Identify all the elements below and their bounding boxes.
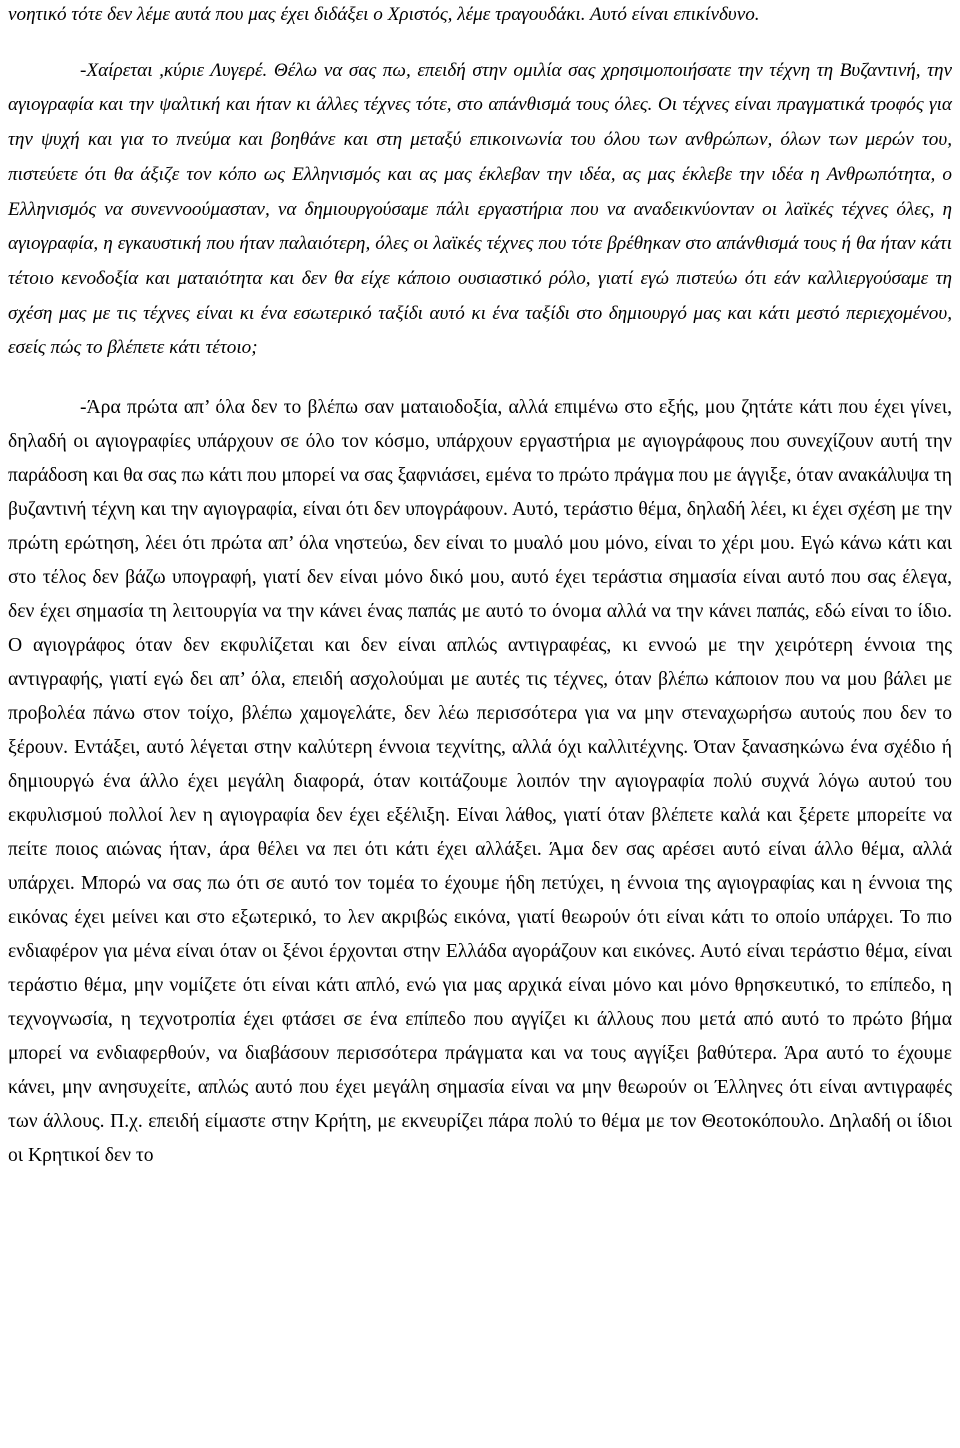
paragraph-3-answer: -Άρα πρώτα απ’ όλα δεν το βλέπω σαν ματαιοδοξία, αλλά επιμένω στο εξής, μου ζητάτε κάτι που έχει γίνει, δηλαδή οι αγιογραφίες υπάρχουν σε όλο τον κόσμο, υπάρχουν εργαστήρια με αγιογράφους που συνεχίζουν αυτή την παράδοση και θα σας πω κάτι που μπορεί να σας ξαφνιάσει, εμένα το πρώτο πράγμα που με άγγιξε, όταν ανακάλυψα τη βυζαντινή τέχνη και την αγιογραφία, είναι ότι δεν υπογράφουν. Αυτό, τεράστιο θέμα, δηλαδή λέει, κι έχει σχέση με την πρώτη ερώτηση, λέει ότι πρώτα απ’ όλα νηστεύω, δεν είναι το μυαλό μου μόνο, είναι το χέρι μου. Εγώ κάνω κάτι και στο τέλος δεν βάζω υπογραφή, γιατί δεν είναι μόνο δικό μου, αυτό έχει τεράστια σημασία είναι αυτό που σας έλεγα, δεν έχει σημασία τη λειτουργία να την κάνει ένας παπάς με αυτό το όνομα αλλά να την κάνει παπάς, εδώ είναι το ίδιο. Ο αγιογράφος όταν δεν εκφυλίζεται και δεν είναι απλώς αντιγραφέας, κι εννοώ με την χειρότερη έννοια της αντιγραφής, γιατί εγώ δει απ’ όλα, επειδή ασχολούμαι με αυτές τις τέχνες, όταν βλέπω κάποιον που να μου βάλει με προβολέα πάνω στον τοίχο, βλέπω χαμογελάτε, δεν λέω περισσότερα για να μην στεναχωρήσω αυτούς που δεν το ξέρουν. Εντάξει, αυτό λέγεται στην καλύτερη έννοια τεχνίτης, αλλά όχι καλλιτέχνης. Όταν ξανασηκώνω ένα σχέδιο ή δημιουργώ ένα άλλο έχει μεγάλη διαφορά, όταν κοιτάζουμε λοιπόν την αγιογραφία πολύ συχνά λόγω αυτού του εκφυλισμού πολλοί λεν η αγιογραφία δεν έχει εξέλιξη. Είναι λάθος, γιατί όταν βλέπετε καλά και ξέρετε μπορείτε να πείτε ποιος αιώνας ήταν, άρα θέλει να πει ότι κάτι έχει αλλάξει. Άμα δεν σας αρέσει αυτό είναι άλλο θέμα, αλλά υπάρχει. Μπορώ να σας πω ότι σε αυτό τον τομέα το έχουμε ήδη πετύχει, η έννοια της αγιογραφίας και η έννοια της εικόνας έχει μείνει και στο εξωτερικό, το λεν ακριβώς εικόνα, γιατί θεωρούν ότι είναι κάτι το οποίο υπάρχει. Το πιο ενδιαφέρον για μένα είναι όταν οι ξένοι έρχονται στην Ελλάδα αγοράζουν και εικόνες. Αυτό είναι τεράστιο θέμα, είναι τεράστιο θέμα, μην νομίζετε ότι είναι κάτι απλό, ενώ για μας αρχικά είναι μόνο και μόνο θρησκευτικό, το επίπεδο, η τεχνογνωσία, η τεχνοτροπία έχει φτάσει σε ένα επίπεδο που αγγίζει κι άλλους που μετά από αυτό το πρώτο βήμα μπορεί να ενδιαφερθούν, να διαβάσουν περισσότερα πράγματα και να τους αγγίξει βαθύτερα. Άρα αυτό το έχουμε κάνει, μην ανησυχείτε, απλώς αυτό που έχει μεγάλη σημασία είναι να μην θεωρούν οι Έλληνες ότι είναι αντιγραφές των άλλους. Π.χ. επειδή είμαστε στην Κρήτη, με εκνευρίζει πάρα πολύ το θέμα με τον Θεοτοκόπουλο. Δηλαδή οι ίδιοι οι Κρητικοί δεν το [8, 397, 952, 1167]
paragraph-1: νοητικό τότε δεν λέμε αυτά που μας έχει διδάξει ο Χριστός, λέμε τραγουδάκι. Αυτό είναι επικίνδυνο. [8, 4, 760, 25]
paragraph-2-question: -Χαίρεται ,κύριε Λυγερέ. Θέλω να σας πω, επειδή στην ομιλία σας χρησιμοποιήσατε την τέχνη τη Βυζαντινή, την αγιογραφία και την ψαλτική και ήταν κι άλλες τέχνες τότε, στο απάνθισμά τους όλες. Οι τέχνες είναι πραγματικά τροφός για την ψυχή και για το πνεύμα και βοηθάνε και στη μεταξύ επικοινωνία του όλου των ανθρώπων, όλων των μερών του, πιστεύετε ότι θα άξιζε τον κόπο ως Ελληνισμός και ας μας έκλεβαν την ιδέα, ας μας έκλεβε την ιδέα η Ανθρωπότητα, ο Ελληνισμός να συνεννοούμασταν, να δημιουργούσαμε πάλι εργαστήρια που να αναδεικνύονταν οι λαϊκές τέχνες όλες, η αγιογραφία, η εγκαυστική που ήταν παλαιότερη, όλες οι λαϊκές τέχνες που τότε βρέθηκαν στο απάνθισμά τους ή θα ήταν κάτι τέτοιο κενοδοξία και ματαιότητα και δεν θα είχε κάποιο ουσιαστικό ρόλο, γιατί εγώ πιστεύω ότι εάν καλλιεργούσαμε τη σχέση μας με τις τέχνες είναι κι ένα εσωτερικό ταξίδι αυτό κι ένα ταξίδι στο δημιουργό μας και κάτι μεστό περιεχομένου, εσείς πώς το βλέπετε κάτι τέτοιο; [8, 59, 952, 359]
